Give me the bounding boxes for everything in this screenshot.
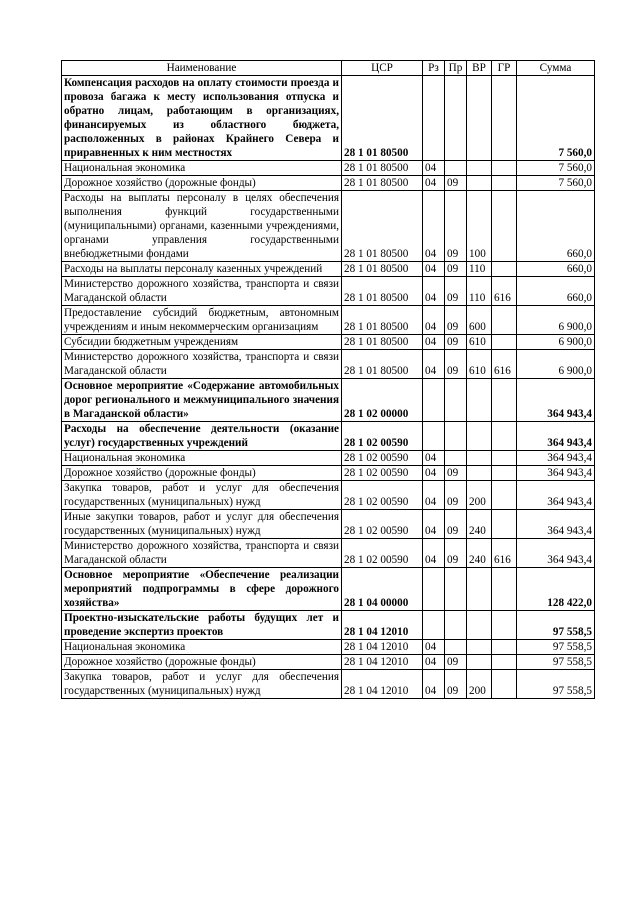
cell-gr: 616 (492, 277, 517, 306)
cell-vr (467, 422, 492, 451)
cell-pr: 09 (445, 655, 467, 670)
cell-csr: 28 1 01 80500 (342, 76, 423, 161)
cell-csr: 28 1 01 80500 (342, 176, 423, 191)
cell-sum: 6 900,0 (517, 350, 595, 379)
document-page (61, 60, 594, 699)
cell-csr: 28 1 02 00000 (342, 379, 423, 422)
table-row (62, 611, 595, 640)
cell-sum: 364 943,4 (517, 451, 595, 466)
cell-sum: 97 558,5 (517, 640, 595, 655)
cell-sum: 7 560,0 (517, 76, 595, 161)
cell-csr: 28 1 02 00590 (342, 451, 423, 466)
table-row (62, 277, 595, 306)
cell-gr (492, 640, 517, 655)
cell-rz: 04 (423, 670, 445, 699)
cell-name: Расходы на выплаты персоналу казенных учреждений (62, 262, 342, 277)
cell-vr (467, 76, 492, 161)
cell-sum: 97 558,5 (517, 611, 595, 640)
cell-pr (445, 568, 467, 611)
cell-rz: 04 (423, 306, 445, 335)
column-header-csr: ЦСР (342, 61, 423, 76)
table-row (62, 466, 595, 481)
cell-gr (492, 670, 517, 699)
cell-sum: 660,0 (517, 277, 595, 306)
cell-sum: 660,0 (517, 191, 595, 262)
cell-sum: 364 943,4 (517, 510, 595, 539)
cell-rz: 04 (423, 451, 445, 466)
table-header (62, 61, 595, 76)
cell-pr (445, 379, 467, 422)
table-row (62, 640, 595, 655)
cell-pr: 09 (445, 670, 467, 699)
cell-gr (492, 161, 517, 176)
cell-sum: 128 422,0 (517, 568, 595, 611)
cell-pr (445, 161, 467, 176)
cell-gr (492, 379, 517, 422)
table-row (62, 451, 595, 466)
cell-rz: 04 (423, 655, 445, 670)
table-row (62, 379, 595, 422)
cell-vr (467, 379, 492, 422)
cell-sum: 364 943,4 (517, 422, 595, 451)
cell-vr (467, 640, 492, 655)
cell-vr (467, 466, 492, 481)
cell-pr: 09 (445, 539, 467, 568)
cell-rz: 04 (423, 350, 445, 379)
cell-csr: 28 1 04 12010 (342, 640, 423, 655)
cell-name: Закупка товаров, работ и услуг для обеспечения государственных (муниципальных) нужд (62, 481, 342, 510)
cell-csr: 28 1 01 80500 (342, 350, 423, 379)
table-row (62, 350, 595, 379)
cell-rz: 04 (423, 466, 445, 481)
cell-name: Национальная экономика (62, 161, 342, 176)
table-row (62, 481, 595, 510)
cell-name: Дорожное хозяйство (дорожные фонды) (62, 466, 342, 481)
cell-sum: 6 900,0 (517, 335, 595, 350)
cell-vr (467, 655, 492, 670)
cell-sum: 364 943,4 (517, 379, 595, 422)
cell-pr (445, 76, 467, 161)
cell-name: Компенсация расходов на оплату стоимости проезда и провоза багажа к месту использования отпуска и обратно лицам, работающим в организациях, финансируемых из областного бюджета, расположенных в районах Крайнего Севера и приравненных к ним местностях (62, 76, 342, 161)
table-row (62, 306, 595, 335)
cell-name: Предоставление субсидий бюджетным, автономным учреждениям и иным некоммерческим организациям (62, 306, 342, 335)
table-row (62, 568, 595, 611)
column-header-gr: ГР (492, 61, 517, 76)
cell-name: Национальная экономика (62, 451, 342, 466)
table-row (62, 655, 595, 670)
cell-rz: 04 (423, 277, 445, 306)
cell-csr: 28 1 04 12010 (342, 611, 423, 640)
cell-gr (492, 306, 517, 335)
cell-csr: 28 1 02 00590 (342, 539, 423, 568)
cell-sum: 7 560,0 (517, 176, 595, 191)
cell-rz: 04 (423, 176, 445, 191)
cell-vr: 110 (467, 262, 492, 277)
cell-gr (492, 510, 517, 539)
cell-pr: 09 (445, 262, 467, 277)
cell-name: Субсидии бюджетным учреждениям (62, 335, 342, 350)
cell-sum: 97 558,5 (517, 655, 595, 670)
cell-gr (492, 191, 517, 262)
cell-gr (492, 76, 517, 161)
cell-sum: 364 943,4 (517, 481, 595, 510)
cell-pr: 09 (445, 335, 467, 350)
column-header-name: Наименование (62, 61, 342, 76)
cell-name: Иные закупки товаров, работ и услуг для обеспечения государственных (муниципальных) нужд (62, 510, 342, 539)
cell-vr (467, 451, 492, 466)
cell-gr (492, 568, 517, 611)
cell-csr: 28 1 01 80500 (342, 161, 423, 176)
cell-name: Расходы на обеспечение деятельности (оказание услуг) государственных учреждений (62, 422, 342, 451)
cell-rz (423, 76, 445, 161)
column-header-rz: Рз (423, 61, 445, 76)
cell-rz (423, 611, 445, 640)
cell-rz: 04 (423, 510, 445, 539)
cell-name: Проектно-изыскательские работы будущих лет и проведение экспертиз проектов (62, 611, 342, 640)
cell-csr: 28 1 01 80500 (342, 306, 423, 335)
cell-csr: 28 1 01 80500 (342, 277, 423, 306)
cell-csr: 28 1 04 12010 (342, 670, 423, 699)
cell-name: Министерство дорожного хозяйства, транспорта и связи Магаданской области (62, 350, 342, 379)
cell-gr (492, 655, 517, 670)
cell-csr: 28 1 01 80500 (342, 262, 423, 277)
cell-csr: 28 1 02 00590 (342, 510, 423, 539)
cell-name: Расходы на выплаты персоналу в целях обеспечения выполнения функций государственными (муниципальными) органами, казенными учреждениями, органами управления государственными внебюджетными фондами (62, 191, 342, 262)
cell-gr (492, 176, 517, 191)
table-row (62, 539, 595, 568)
cell-rz: 04 (423, 539, 445, 568)
cell-vr: 200 (467, 481, 492, 510)
cell-csr: 28 1 04 12010 (342, 655, 423, 670)
cell-gr: 616 (492, 539, 517, 568)
cell-pr: 09 (445, 306, 467, 335)
cell-rz: 04 (423, 191, 445, 262)
table-row (62, 422, 595, 451)
cell-name: Основное мероприятие «Содержание автомобильных дорог регионального и межмуниципального значения в Магаданской области» (62, 379, 342, 422)
cell-vr: 240 (467, 510, 492, 539)
budget-table (61, 60, 595, 699)
cell-rz: 04 (423, 481, 445, 510)
cell-name: Министерство дорожного хозяйства, транспорта и связи Магаданской области (62, 539, 342, 568)
cell-pr (445, 451, 467, 466)
cell-pr: 09 (445, 466, 467, 481)
cell-vr: 110 (467, 277, 492, 306)
cell-vr (467, 611, 492, 640)
cell-gr (492, 466, 517, 481)
table-row (62, 176, 595, 191)
cell-vr (467, 176, 492, 191)
cell-gr (492, 611, 517, 640)
cell-pr (445, 422, 467, 451)
cell-csr: 28 1 02 00590 (342, 466, 423, 481)
cell-rz: 04 (423, 335, 445, 350)
table-row (62, 510, 595, 539)
cell-pr: 09 (445, 481, 467, 510)
cell-gr: 616 (492, 350, 517, 379)
cell-csr: 28 1 04 00000 (342, 568, 423, 611)
column-header-vr: ВР (467, 61, 492, 76)
cell-name: Министерство дорожного хозяйства, транспорта и связи Магаданской области (62, 277, 342, 306)
cell-rz: 04 (423, 640, 445, 655)
cell-rz: 04 (423, 161, 445, 176)
cell-csr: 28 1 01 80500 (342, 191, 423, 262)
cell-rz (423, 422, 445, 451)
cell-name: Основное мероприятие «Обеспечение реализации мероприятий подпрограммы в сфере дорожного хозяйства» (62, 568, 342, 611)
cell-gr (492, 481, 517, 510)
cell-vr: 610 (467, 350, 492, 379)
cell-vr: 600 (467, 306, 492, 335)
cell-csr: 28 1 02 00590 (342, 481, 423, 510)
table-row (62, 262, 595, 277)
table-row (62, 335, 595, 350)
cell-sum: 97 558,5 (517, 670, 595, 699)
cell-sum: 660,0 (517, 262, 595, 277)
cell-sum: 364 943,4 (517, 539, 595, 568)
cell-pr: 09 (445, 350, 467, 379)
table-body (62, 76, 595, 699)
table-row (62, 191, 595, 262)
cell-pr (445, 640, 467, 655)
cell-pr (445, 611, 467, 640)
table-row (62, 161, 595, 176)
cell-name: Дорожное хозяйство (дорожные фонды) (62, 655, 342, 670)
cell-rz (423, 379, 445, 422)
column-header-pr: Пр (445, 61, 467, 76)
cell-sum: 7 560,0 (517, 161, 595, 176)
cell-name: Закупка товаров, работ и услуг для обеспечения государственных (муниципальных) нужд (62, 670, 342, 699)
cell-vr: 240 (467, 539, 492, 568)
cell-rz: 04 (423, 262, 445, 277)
cell-vr (467, 568, 492, 611)
cell-rz (423, 568, 445, 611)
cell-sum: 364 943,4 (517, 466, 595, 481)
table-row (62, 76, 595, 161)
cell-gr (492, 451, 517, 466)
cell-vr: 610 (467, 335, 492, 350)
cell-csr: 28 1 01 80500 (342, 335, 423, 350)
cell-pr: 09 (445, 176, 467, 191)
cell-name: Дорожное хозяйство (дорожные фонды) (62, 176, 342, 191)
cell-csr: 28 1 02 00590 (342, 422, 423, 451)
cell-pr: 09 (445, 191, 467, 262)
table-row (62, 670, 595, 699)
column-header-sum: Сумма (517, 61, 595, 76)
cell-gr (492, 335, 517, 350)
cell-sum: 6 900,0 (517, 306, 595, 335)
cell-pr: 09 (445, 510, 467, 539)
cell-gr (492, 422, 517, 451)
cell-name: Национальная экономика (62, 640, 342, 655)
cell-pr: 09 (445, 277, 467, 306)
cell-vr (467, 161, 492, 176)
cell-gr (492, 262, 517, 277)
cell-vr: 200 (467, 670, 492, 699)
cell-vr: 100 (467, 191, 492, 262)
